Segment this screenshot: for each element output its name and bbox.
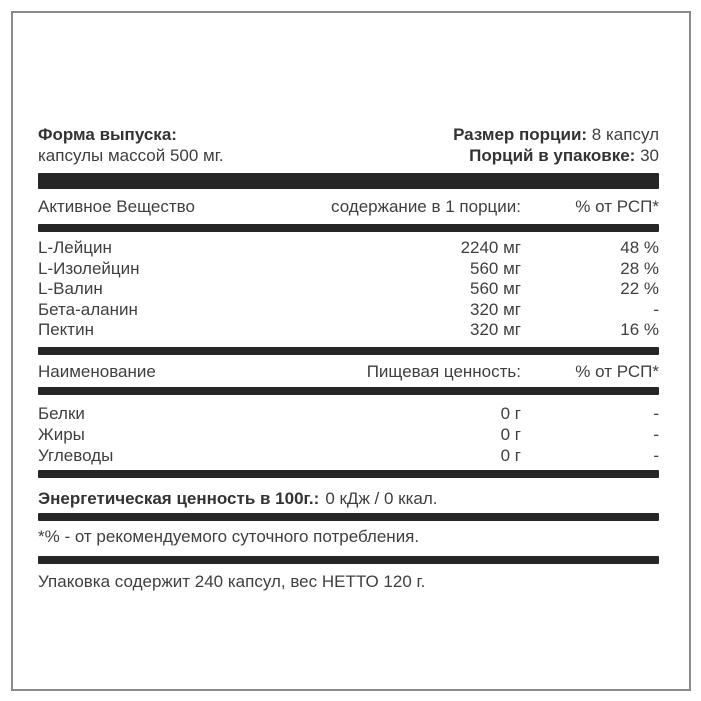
servings-per-pack-value: 30 — [640, 146, 659, 165]
release-form-block — [38, 124, 224, 166]
divider-bar — [38, 470, 659, 478]
servings-per-pack-line — [453, 145, 659, 166]
table-row — [38, 279, 659, 300]
nutrient-name: Жиры — [38, 424, 85, 444]
active-table-header — [38, 197, 659, 217]
serving-size-line — [453, 124, 659, 145]
divider-bar-top — [38, 173, 659, 189]
divider-bar — [38, 347, 659, 355]
rsp-footnote: *% - от рекомендуемого суточного потребления. — [38, 526, 420, 546]
nutrient-amount: 0 г — [500, 445, 521, 465]
nutrition-table-rows — [38, 403, 659, 466]
active-col-amount-header: содержание в 1 порции: — [331, 197, 521, 216]
nutrient-rsp: - — [653, 424, 659, 444]
table-row — [38, 300, 659, 321]
energy-value-label: Энергетическая ценность в 100г.: — [38, 488, 320, 508]
ingredient-name: Бета-аланин — [38, 299, 138, 319]
nutrition-col-name-header: Наименование — [38, 361, 156, 381]
servings-per-pack-label: Порций в упаковке: — [469, 146, 636, 165]
table-row — [38, 403, 659, 424]
divider-bar — [38, 387, 659, 395]
ingredient-rsp: 48 % — [620, 238, 659, 257]
release-form-label: Форма выпуска: — [38, 125, 177, 144]
active-table-rows — [38, 238, 659, 341]
serving-size-label: Размер порции: — [453, 125, 588, 144]
divider-bar — [38, 513, 659, 521]
ingredient-rsp: - — [653, 299, 659, 319]
header-block — [38, 124, 659, 166]
table-row — [38, 259, 659, 280]
ingredient-amount: 560 мг — [470, 279, 521, 298]
nutrient-amount: 0 г — [500, 424, 521, 444]
nutrient-name: Углеводы — [38, 445, 114, 465]
nutrition-col-rsp-header: % от РСП* — [575, 361, 659, 381]
table-row — [38, 238, 659, 259]
energy-value: 0 кДж / 0 ккал. — [325, 488, 438, 508]
nutrient-amount: 0 г — [500, 403, 521, 423]
divider-bar — [38, 556, 659, 564]
nutrient-rsp: - — [653, 403, 659, 423]
release-form-value: капсулы массой 500 мг. — [38, 146, 224, 165]
supplement-facts-panel — [38, 0, 659, 592]
nutrient-name: Белки — [38, 403, 85, 423]
serving-size-value: 8 капсул — [591, 125, 659, 144]
ingredient-amount: 320 мг — [470, 299, 521, 319]
nutrition-col-value-header: Пищевая ценность: — [366, 361, 521, 381]
package-info: Упаковка содержит 240 капсул, вес НЕТТО 120 г. — [38, 571, 426, 591]
ingredient-rsp: 28 % — [620, 258, 659, 278]
ingredient-rsp: 22 % — [620, 279, 659, 298]
ingredient-name: L-Изолейцин — [38, 258, 140, 278]
table-row — [38, 424, 659, 445]
divider-bar — [38, 224, 659, 232]
ingredient-amount: 320 мг — [470, 320, 521, 339]
serving-info-block — [453, 124, 659, 166]
ingredient-amount: 560 мг — [470, 258, 521, 278]
ingredient-name: L-Лейцин — [38, 238, 112, 257]
table-row — [38, 320, 659, 341]
ingredient-name: L-Валин — [38, 279, 103, 298]
nutrition-table-header — [38, 362, 659, 382]
active-col-rsp-header: % от РСП* — [575, 197, 659, 216]
table-row — [38, 445, 659, 466]
ingredient-name: Пектин — [38, 320, 94, 339]
active-col-name-header: Активное Вещество — [38, 197, 195, 216]
ingredient-rsp: 16 % — [620, 320, 659, 339]
nutrient-rsp: - — [653, 445, 659, 465]
energy-value-line — [38, 489, 659, 509]
ingredient-amount: 2240 мг — [460, 238, 521, 257]
